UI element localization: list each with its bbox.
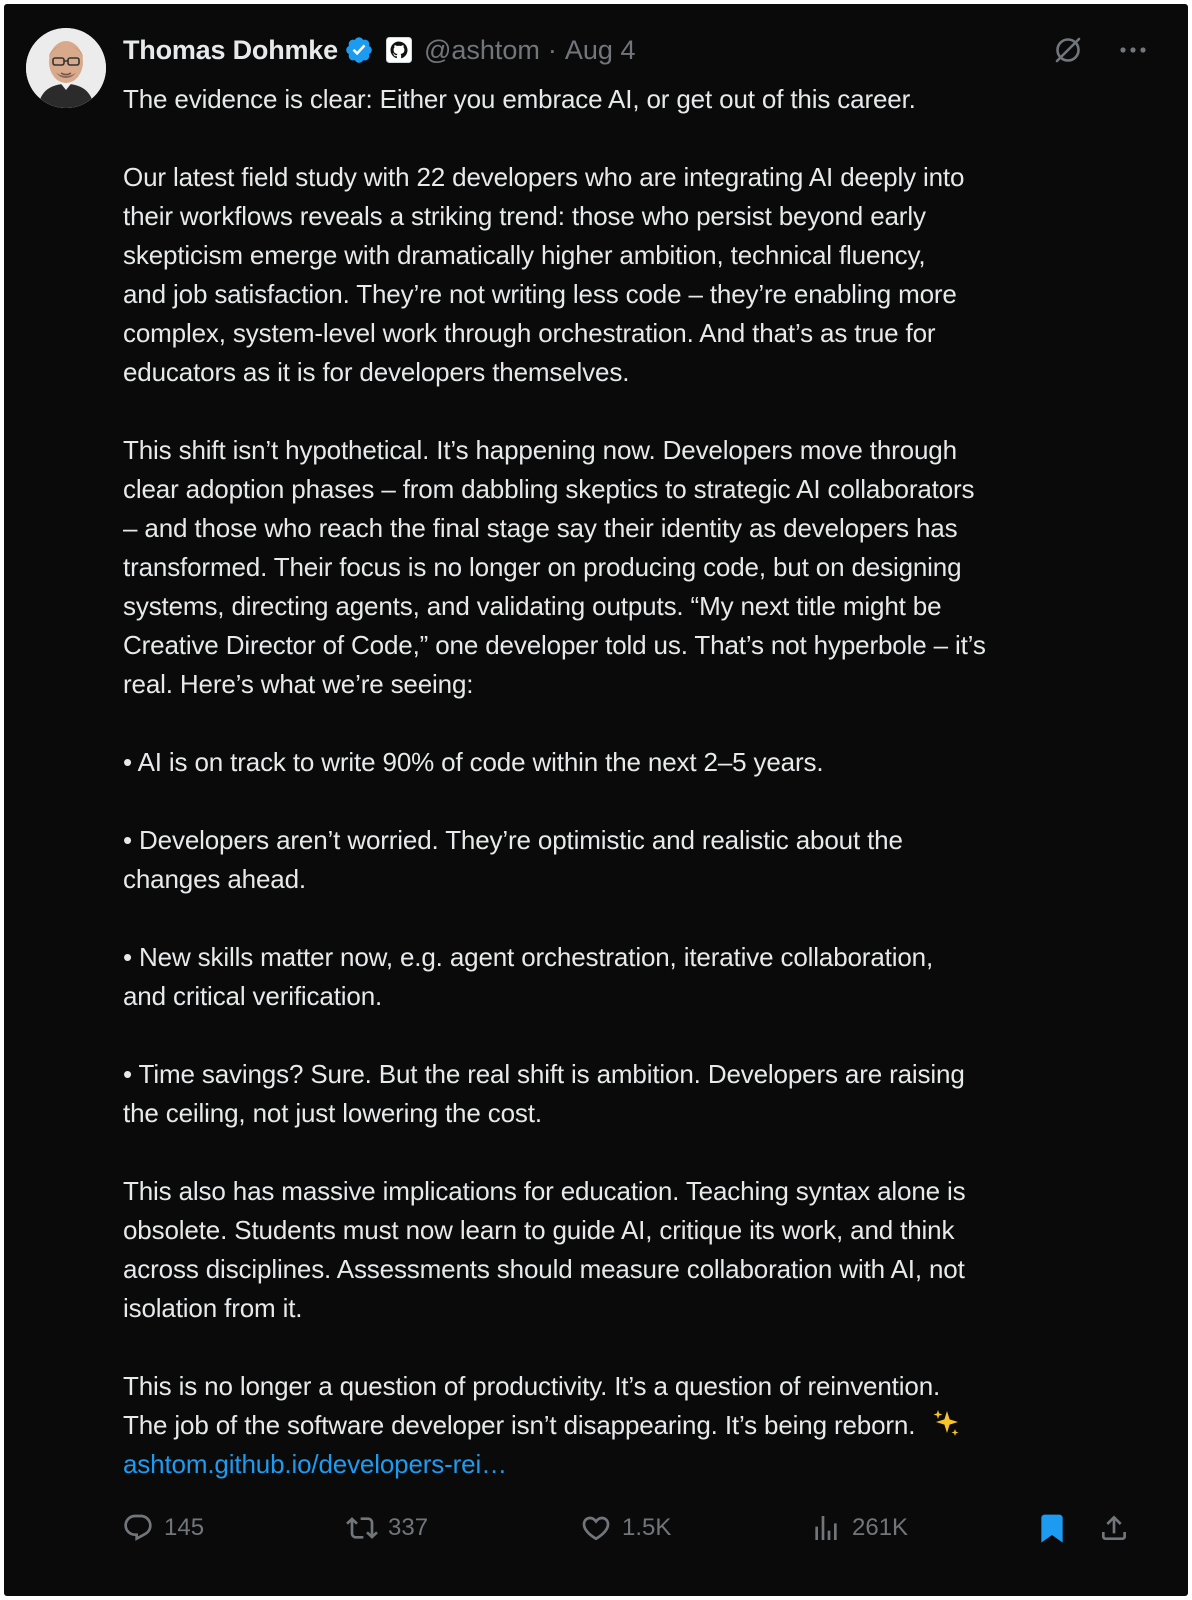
reply-icon [122, 1512, 154, 1544]
grok-icon[interactable] [1052, 34, 1084, 71]
text-line: skepticism emerge with dramatically higher ambition, technical fluency, [123, 240, 926, 270]
bullet-3 [123, 938, 1153, 1016]
tweet-actions [122, 1508, 1152, 1548]
text-line: This also has massive implications for education. Teaching syntax alone is [123, 1176, 966, 1206]
text-line: the ceiling, not just lowering the cost. [123, 1098, 542, 1128]
text-line: complex, system-level work through orchestration. And that’s as true for [123, 318, 936, 348]
text-line: – and those who reach the final stage say their identity as developers has [123, 513, 958, 543]
tweet-top-actions [1052, 34, 1148, 71]
author-name[interactable]: Thomas Dohmke [123, 34, 338, 65]
text-line: and critical verification. [123, 981, 383, 1011]
text-line: • AI is on track to write 90% of code within the next 2–5 years. [123, 747, 824, 777]
like-count: 1.5K [622, 1514, 672, 1541]
like-icon [580, 1512, 612, 1544]
text-line: The evidence is clear: Either you embrace AI, or get out of this career. [123, 84, 916, 114]
text-line: This shift isn’t hypothetical. It’s happening now. Developers move through [123, 435, 957, 465]
views-icon [810, 1512, 842, 1544]
more-icon[interactable] [1118, 35, 1148, 70]
sparkles-icon [931, 1408, 961, 1438]
tweet-header [123, 30, 635, 70]
reply-button[interactable] [122, 1508, 204, 1548]
bookmark-icon [1036, 1512, 1068, 1544]
bullet-2 [123, 821, 1153, 899]
reply-count: 145 [164, 1514, 205, 1541]
text-line: Our latest field study with 22 developers who are integrating AI deeply into [123, 162, 965, 192]
text-line: • Developers aren’t worried. They’re optimistic and realistic about the [123, 825, 903, 855]
text-line: across disciplines. Assessments should measure collaboration with AI, not [123, 1254, 965, 1284]
paragraph-2 [123, 158, 1153, 392]
paragraph-3 [123, 431, 1153, 704]
repost-icon [346, 1512, 378, 1544]
views-button[interactable] [810, 1508, 908, 1548]
repost-button[interactable] [346, 1508, 428, 1548]
bullet-4 [123, 1055, 1153, 1133]
paragraph-5 [123, 1367, 1153, 1484]
bookmark-button[interactable] [1036, 1508, 1068, 1548]
text-line: changes ahead. [123, 864, 306, 894]
external-link[interactable]: ashtom.github.io/developers-rei… [123, 1449, 507, 1479]
text-line: their workflows reveals a striking trend: those who persist beyond early [123, 201, 926, 231]
external-link-line [123, 1445, 1153, 1484]
like-button[interactable] [580, 1508, 671, 1548]
text-line: systems, directing agents, and validating outputs. “My next title might be [123, 591, 942, 621]
github-icon[interactable] [386, 37, 412, 63]
tweet-card [4, 4, 1188, 1596]
share-icon [1098, 1512, 1130, 1544]
text-line: isolation from it. [123, 1293, 303, 1323]
text-line: educators as it is for developers themselves. [123, 357, 630, 387]
text-line: • Time savings? Sure. But the real shift is ambition. Developers are raising [123, 1059, 965, 1089]
header-separator: · [547, 34, 557, 65]
text-line: real. Here’s what we’re seeing: [123, 669, 474, 699]
text-line: This is no longer a question of productivity. It’s a question of reinvention. [123, 1371, 941, 1401]
text-line: obsolete. Students must now learn to guide AI, critique its work, and think [123, 1215, 955, 1245]
views-count: 261K [852, 1514, 909, 1541]
text-line: • New skills matter now, e.g. agent orchestration, iterative collaboration, [123, 942, 934, 972]
text-line: Creative Director of Code,” one developer told us. That’s not hyperbole – it’s [123, 630, 986, 660]
tweet-date[interactable]: Aug 4 [564, 34, 636, 65]
text-fragment: The job of the software developer isn’t disappearing. It’s being reborn. [123, 1410, 916, 1440]
avatar[interactable] [26, 28, 106, 108]
verified-badge-icon[interactable] [344, 35, 374, 65]
text-line: transformed. Their focus is no longer on producing code, but on designing [123, 552, 962, 582]
share-button[interactable] [1098, 1508, 1130, 1548]
paragraph-4 [123, 1172, 1153, 1328]
text-line-with-emoji [123, 1406, 1153, 1445]
tweet-text [123, 80, 1153, 1484]
bullet-1 [123, 743, 1153, 782]
paragraph-1 [123, 80, 1153, 119]
text-line: clear adoption phases – from dabbling skeptics to strategic AI collaborators [123, 474, 975, 504]
repost-count: 337 [388, 1514, 429, 1541]
text-line: and job satisfaction. They’re not writing less code – they’re enabling more [123, 279, 957, 309]
avatar-photo [26, 28, 106, 108]
author-handle[interactable]: @ashtom [423, 34, 540, 65]
